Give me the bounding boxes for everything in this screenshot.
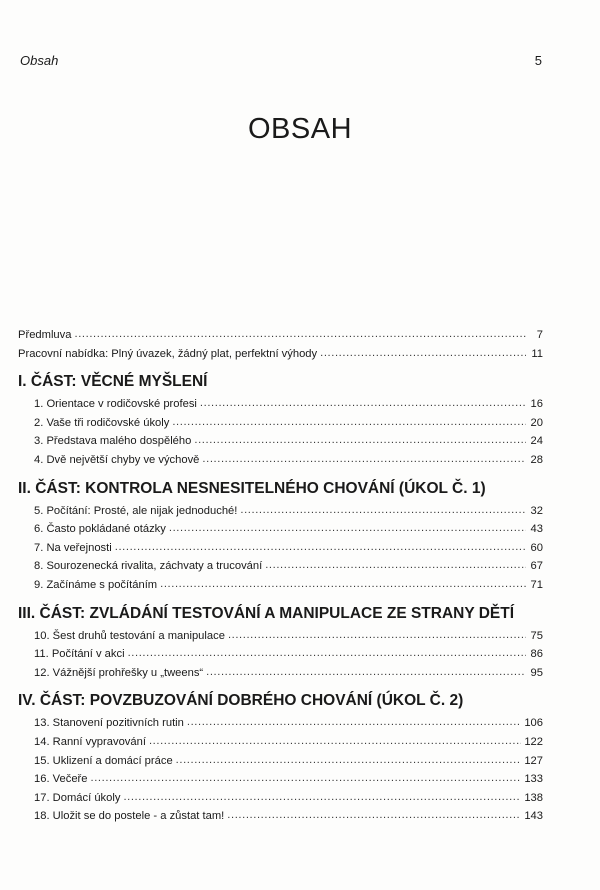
toc-entry-page: 28 bbox=[530, 453, 543, 466]
dot-leader bbox=[123, 788, 521, 807]
page-title: OBSAH bbox=[247, 113, 353, 145]
toc-entry-label: 11. Počítání v akci bbox=[34, 648, 125, 661]
part-heading: IV. ČÁST: POVZBUZOVÁNÍ DOBRÉHO CHOVÁNÍ (ÚKOL Č. 2) bbox=[18, 692, 464, 710]
dot-leader bbox=[160, 575, 526, 594]
page-number: 5 bbox=[534, 53, 542, 68]
toc-part-3 bbox=[18, 603, 543, 683]
dot-leader bbox=[172, 413, 526, 432]
toc-entry-label: 14. Ranní vypravování bbox=[34, 735, 146, 748]
toc-entry-page: 24 bbox=[530, 435, 543, 448]
dot-leader bbox=[115, 538, 526, 557]
toc-entry-label: 5. Počítání: Prosté, ale nijak jednoduché! bbox=[34, 504, 238, 517]
toc-entry-page: 7 bbox=[536, 329, 543, 341]
toc-entry-page: 20 bbox=[530, 416, 543, 429]
toc-entry-label: Pracovní nabídka: Plný úvazek, žádný plat, perfektní výhody bbox=[18, 347, 318, 360]
toc-entry-page: 106 bbox=[524, 717, 543, 730]
toc-chapter bbox=[18, 714, 543, 733]
toc-chapter bbox=[18, 752, 543, 771]
dot-leader bbox=[128, 644, 526, 663]
toc-entry-label: 17. Domácí úkoly bbox=[34, 791, 121, 804]
dot-leader bbox=[194, 431, 526, 450]
toc-entry-label: 1. Orientace v rodičovské profesi bbox=[34, 398, 197, 411]
toc-entry-label: 6. Často pokládané otázky bbox=[34, 523, 166, 536]
toc-chapter bbox=[18, 395, 543, 414]
toc-entry-page: 143 bbox=[524, 810, 543, 823]
toc-chapter bbox=[18, 807, 543, 826]
dot-leader bbox=[74, 325, 526, 344]
toc-entry-page: 127 bbox=[524, 754, 543, 767]
toc-entry-label: 3. Představa malého dospělého bbox=[34, 435, 192, 448]
toc-entry-page: 32 bbox=[530, 504, 543, 517]
toc-entry-page: 122 bbox=[524, 735, 543, 748]
dot-leader bbox=[149, 732, 521, 751]
part-heading: I. ČÁST: VĚCNÉ MYŠLENÍ bbox=[18, 373, 208, 391]
toc-entry-preface bbox=[18, 326, 543, 345]
dot-leader bbox=[206, 663, 526, 682]
toc-entry-page: 11 bbox=[531, 347, 543, 360]
toc-entry-label: 12. Vážnější prohřešky u „tweens“ bbox=[34, 666, 204, 679]
running-head: Obsah bbox=[20, 53, 59, 68]
toc-chapter bbox=[18, 664, 543, 683]
toc-entry-page: 95 bbox=[530, 666, 543, 679]
dot-leader bbox=[202, 450, 526, 469]
table-of-contents bbox=[18, 326, 543, 826]
dot-leader bbox=[228, 626, 526, 645]
toc-entry-page: 75 bbox=[530, 629, 543, 642]
toc-chapter bbox=[18, 451, 543, 470]
toc-entry-page: 71 bbox=[530, 578, 543, 591]
toc-entry-page: 86 bbox=[530, 648, 543, 661]
toc-entry-page: 16 bbox=[530, 398, 543, 411]
toc-entry-label: 18. Uložit se do postele - a zůstat tam! bbox=[34, 810, 225, 823]
toc-chapter bbox=[18, 789, 543, 808]
dot-leader bbox=[265, 556, 526, 575]
part-heading: III. ČÁST: ZVLÁDÁNÍ TESTOVÁNÍ A MANIPULACE ZE STRANY DĚTÍ bbox=[18, 604, 515, 622]
toc-chapter bbox=[18, 733, 543, 752]
dot-leader bbox=[176, 751, 522, 770]
toc-entry-job-offer bbox=[18, 345, 543, 364]
toc-part-2 bbox=[18, 478, 543, 595]
toc-entry-label: 2. Vaše tři rodičovské úkoly bbox=[34, 416, 170, 429]
toc-entry-label: 13. Stanovení pozitivních rutin bbox=[34, 717, 184, 730]
toc-entry-label: 4. Dvě největší chyby ve výchově bbox=[34, 453, 200, 466]
toc-entry-label: 15. Uklizení a domácí práce bbox=[34, 754, 173, 767]
dot-leader bbox=[227, 806, 521, 825]
toc-entry-page: 133 bbox=[524, 773, 543, 786]
toc-part-1 bbox=[18, 371, 543, 469]
toc-chapter bbox=[18, 576, 543, 595]
toc-entry-page: 67 bbox=[530, 560, 543, 573]
dot-leader bbox=[320, 344, 526, 363]
dot-leader bbox=[200, 394, 526, 413]
toc-chapter bbox=[18, 645, 543, 664]
toc-entry-label: 8. Sourozenecká rivalita, záchvaty a trucování bbox=[34, 560, 263, 573]
dot-leader bbox=[187, 713, 521, 732]
toc-chapter bbox=[18, 557, 543, 576]
dot-leader bbox=[91, 769, 522, 788]
toc-entry-page: 138 bbox=[524, 791, 543, 804]
toc-entry-page: 43 bbox=[530, 523, 543, 536]
toc-entry-label: 10. Šest druhů testování a manipulace bbox=[34, 629, 225, 642]
toc-entry-label: 16. Večeře bbox=[34, 773, 88, 786]
toc-entry-label: Předmluva bbox=[18, 329, 72, 341]
dot-leader bbox=[169, 519, 526, 538]
toc-chapter bbox=[18, 627, 543, 646]
toc-chapter bbox=[18, 770, 543, 789]
toc-chapter bbox=[18, 502, 543, 521]
toc-chapter bbox=[18, 414, 543, 433]
toc-part-4 bbox=[18, 690, 543, 826]
toc-chapter bbox=[18, 539, 543, 558]
toc-entry-label: 7. Na veřejnosti bbox=[34, 541, 112, 554]
toc-entry-label: 9. Začínáme s počítáním bbox=[34, 578, 158, 591]
toc-entry-page: 60 bbox=[530, 541, 543, 554]
toc-chapter bbox=[18, 432, 543, 451]
dot-leader bbox=[240, 501, 526, 520]
part-heading: II. ČÁST: KONTROLA NESNESITELNÉHO CHOVÁNÍ (ÚKOL Č. 1) bbox=[18, 479, 486, 497]
toc-chapter bbox=[18, 520, 543, 539]
